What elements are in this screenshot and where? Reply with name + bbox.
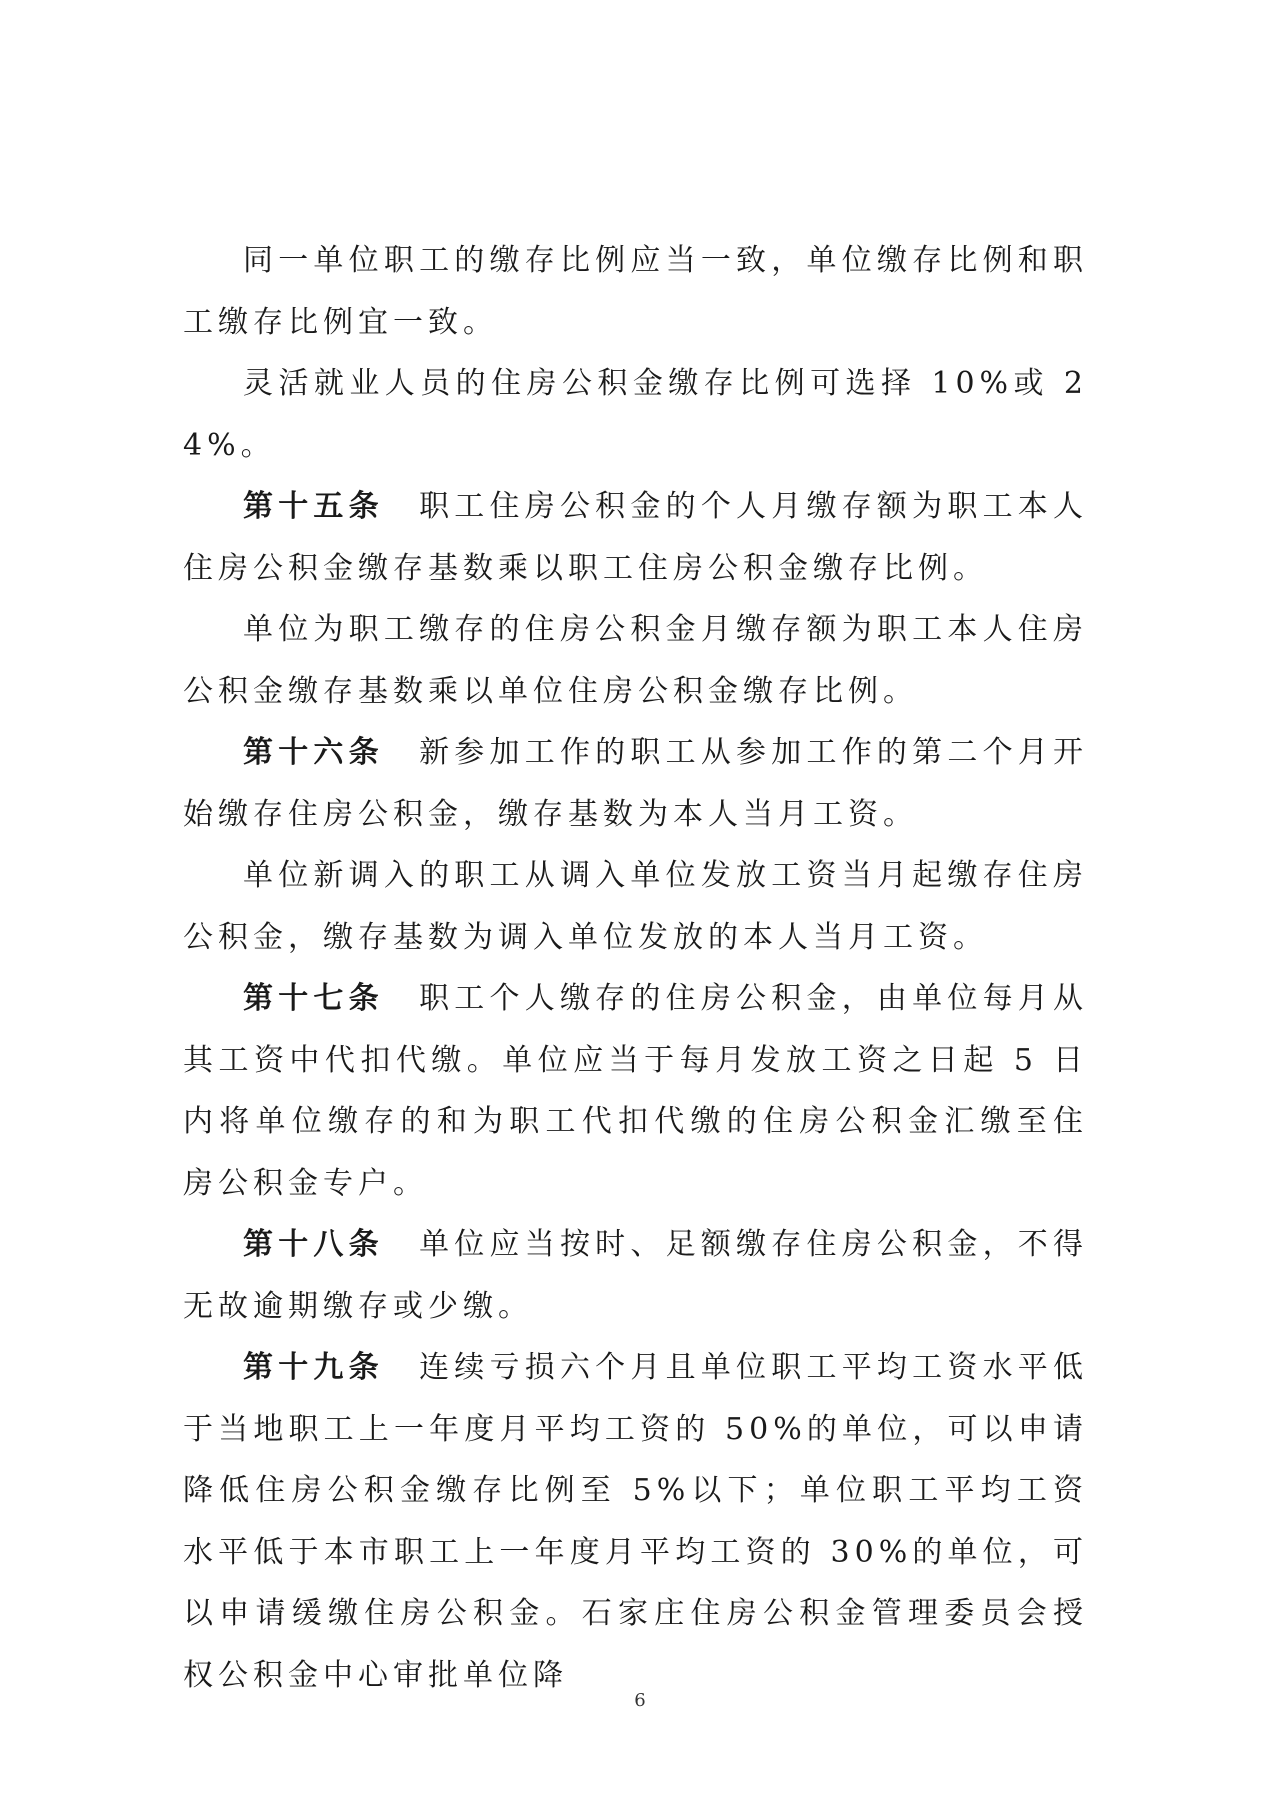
paragraph-text: 单位应当按时、足额缴存住房公积金，不得无故逾期缴存或少缴。 — [183, 1227, 1089, 1324]
paragraph — [183, 1337, 1088, 1706]
paragraph — [183, 476, 1088, 599]
article-heading: 第十七条 — [243, 981, 384, 1016]
paragraph — [183, 722, 1088, 845]
paragraph — [183, 230, 1088, 353]
paragraph-text: 职工住房公积金的个人月缴存额为职工本人住房公积金缴存基数乘以职工住房公积金缴存比例。 — [183, 489, 1089, 586]
article-heading: 第十六条 — [243, 735, 384, 770]
paragraph-text: 新参加工作的职工从参加工作的第二个月开始缴存住房公积金，缴存基数为本人当月工资。 — [183, 735, 1089, 832]
page-number: 6 — [634, 1690, 646, 1711]
paragraph-text: 连续亏损六个月且单位职工平均工资水平低于当地职工上一年度月平均工资的 50%的单位，可以申请降低住房公积金缴存比例至 5%以下；单位职工平均工资水平低于本市职工上一年度月平均工资的 30%的单位，可以申请缓缴住房公积金。石家庄住房公积金管理委员会授权公积金中心审批单位降 — [183, 1350, 1089, 1693]
paragraph — [183, 1214, 1088, 1337]
paragraph — [183, 968, 1088, 1214]
paragraph-text: 单位新调入的职工从调入单位发放工资当月起缴存住房公积金，缴存基数为调入单位发放的本人当月工资。 — [183, 858, 1088, 955]
article-heading: 第十八条 — [243, 1227, 384, 1262]
paragraph — [183, 599, 1088, 722]
paragraph-text: 灵活就业人员的住房公积金缴存比例可选择 10%或 24%。 — [183, 366, 1088, 463]
paragraph-text: 同一单位职工的缴存比例应当一致，单位缴存比例和职工缴存比例宜一致。 — [183, 243, 1088, 340]
paragraph — [183, 353, 1088, 476]
paragraph-text: 职工个人缴存的住房公积金，由单位每月从其工资中代扣代缴。单位应当于每月发放工资之日起 5 日内将单位缴存的和为职工代扣代缴的住房公积金汇缴至住房公积金专户。 — [183, 981, 1089, 1201]
article-heading: 第十九条 — [243, 1350, 384, 1385]
article-heading: 第十五条 — [243, 489, 384, 524]
paragraph — [183, 845, 1088, 968]
paragraph-text: 单位为职工缴存的住房公积金月缴存额为职工本人住房公积金缴存基数乘以单位住房公积金缴存比例。 — [183, 612, 1088, 709]
document-body — [183, 230, 1088, 1706]
